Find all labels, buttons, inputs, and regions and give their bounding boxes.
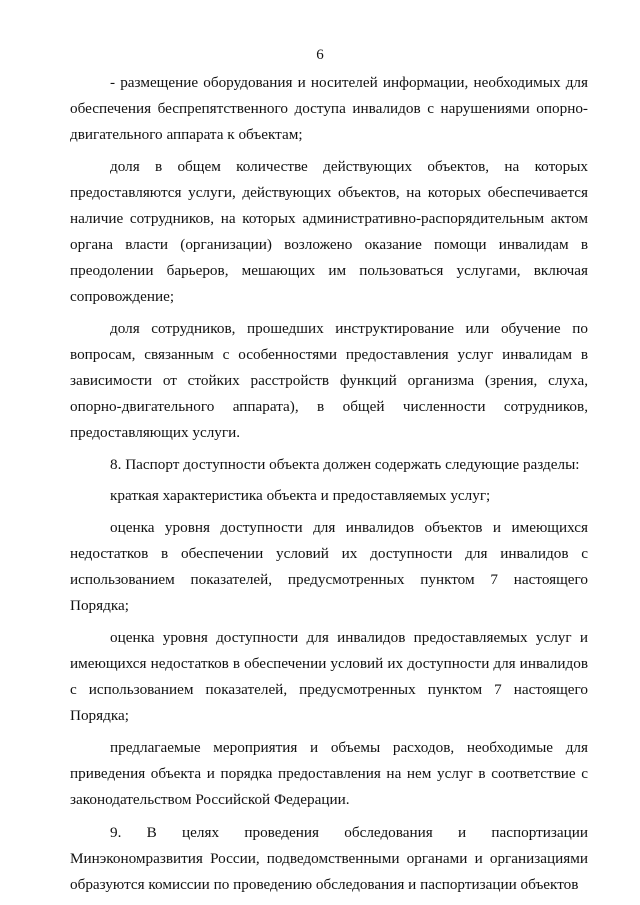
paragraph-object-description: краткая характеристика объекта и предоставляемых услуг; — [110, 487, 491, 505]
paragraph-object-accessibility-assessment: оценка уровня доступности для инвалидов объектов и имеющихся недостатков в обеспечении условий их доступности для инвалидов с использованием показателей, предусмотренных пунктом 7 настоящего Порядка; — [70, 519, 588, 615]
paragraph-commissions: 9. В целях проведения обследования и паспортизации Минэкономразвития России, подведомственными органами и организациями образуются комиссии по проведению обследования и паспортизации объектов — [70, 824, 588, 894]
paragraph-passport-sections: 8. Паспорт доступности объекта должен содержать следующие разделы: — [110, 455, 580, 473]
page-number: 6 — [316, 47, 324, 63]
paragraph-service-accessibility-assessment: оценка уровня доступности для инвалидов предоставляемых услуг и имеющихся недостатков в обеспечении условий их доступности для инвалидов с использованием показателей, предусмотренных пунктом 7 настоящего Порядка; — [70, 628, 588, 725]
document-body — [70, 70, 588, 898]
paragraph-staff-assistance-share: доля в общем количестве действующих объектов, на которых предоставляются услуги, действующих объектов, на которых обеспечивается наличие сотрудников, на которых административно-распорядительным актом органа власти (организации) возложено оказание помощи инвалидам в преодолении барьеров, мешающих им пользоваться услугами, включая сопровождение; — [70, 157, 588, 306]
paragraph-staff-training-share: доля сотрудников, прошедших инструктирование или обучение по вопросам, связанным с особенностями предоставления услуг инвалидам в зависимости от стойких расстройств функций организма (зрения, слуха, опорно-двигательного аппарата), в общей численности сотрудников, предоставляющих услуги. — [70, 319, 588, 442]
paragraph-proposed-measures: предлагаемые мероприятия и объемы расходов, необходимые для приведения объекта и порядка предоставления на нем услуг в соответствие с законодательством Российской Федерации. — [70, 738, 588, 808]
paragraph-equipment-placement: - размещение оборудования и носителей информации, необходимых для обеспечения беспрепятственного доступа инвалидов с нарушениями опорно-двигательного аппарата к объектам; — [70, 74, 588, 144]
